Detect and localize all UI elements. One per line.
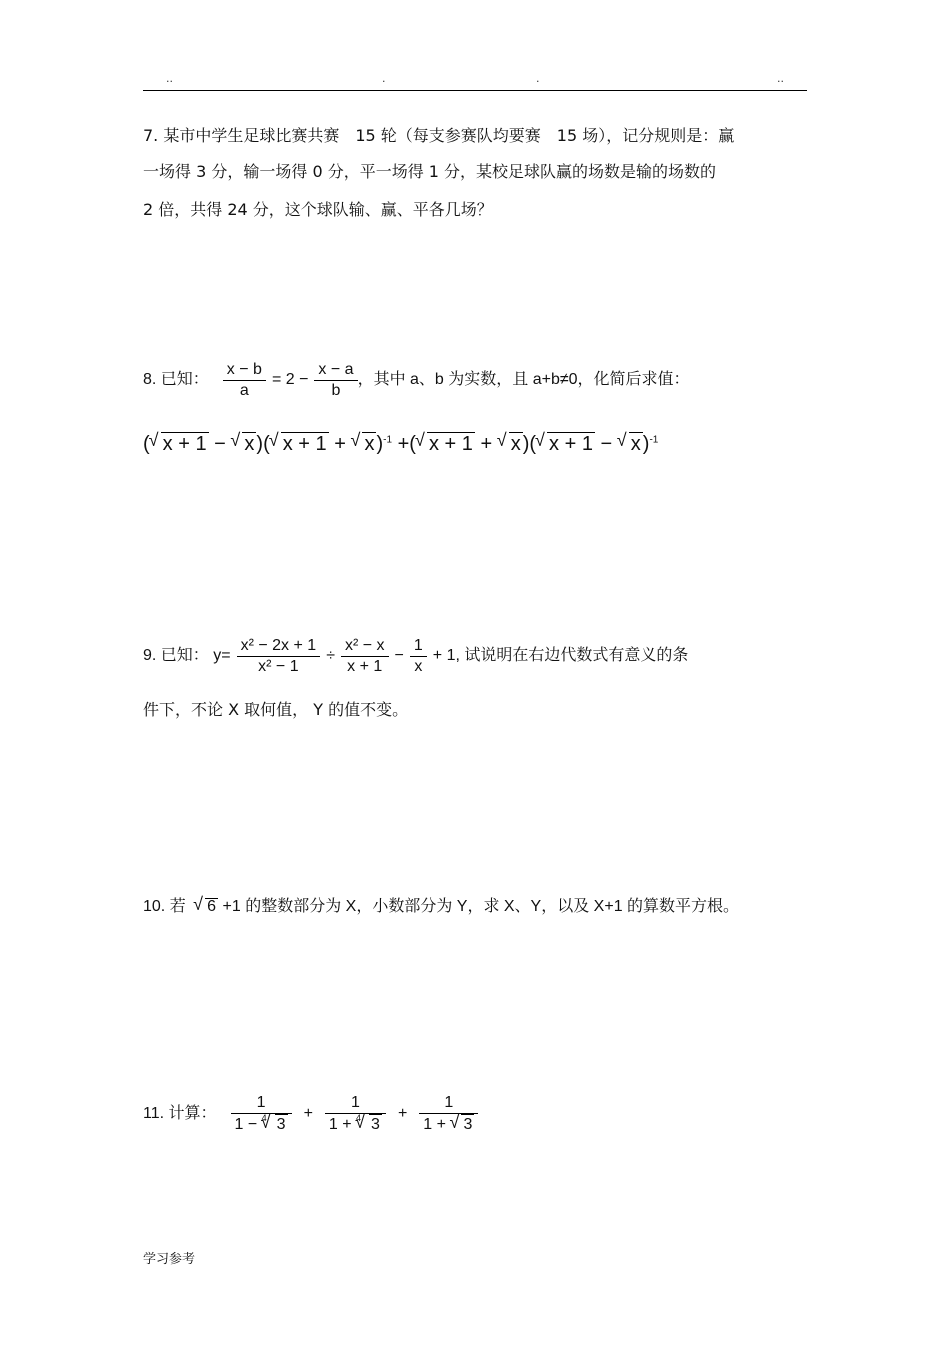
q11-frac2-den-prefix: 1 + [328,1116,352,1133]
q11-frac1-radicand: 3 [276,1116,286,1133]
q9-frac1-denominator: x² − 1 [258,657,299,675]
q8-op-plus-c: + [480,433,493,455]
q9-frac3-numerator: 1 [410,636,427,657]
q8-label: 8. 已知： [143,371,209,388]
q9-given-line [143,632,688,680]
question-11 [143,1088,478,1140]
q11-plus-b: + [397,1105,408,1122]
q11-fraction-2 [325,1093,386,1135]
q10-radicand: 6 [207,898,217,915]
q11-frac2-radicand: 3 [371,1116,380,1133]
q11-frac3-radicand: 3 [463,1116,473,1133]
q11-fraction-3 [419,1093,478,1135]
q11-plus-a: + [303,1105,313,1122]
q11-label: 11. 计算： [143,1105,217,1122]
question-10 [143,898,739,915]
footer-text: 学习参考 [143,1252,196,1267]
q8-exponent-a: -1 [383,434,393,446]
q10-tail-text: +1 的整数部分为 X，小数部分为 Y，求 X、Y，以及 X+1 的算数平方根。 [222,898,740,915]
q9-frac2-denominator: x + 1 [347,657,383,675]
q9-div-sign: ÷ [326,647,335,664]
q9-tail-text: , 试说明在右边代数式有意义的条 [455,647,689,664]
q11-frac3-denominator [419,1114,478,1135]
q8-sqrt-x-plus-1-c: x + 1 [428,433,473,455]
q8-frac1-denominator: a [239,381,249,399]
q8-sqrt-x-d: x [630,433,641,455]
q11-frac2-numerator: 1 [325,1093,386,1114]
q9-fraction-3 [410,636,427,677]
q8-op-minus-b: − [600,433,613,455]
q8-frac1-numerator: x − b [223,360,266,381]
q11-fraction-1 [231,1093,292,1135]
q8-sqrt-x-b: x [364,433,375,455]
q11-frac3-den-prefix: 1 + [423,1116,446,1133]
q8-frac2-denominator: b [331,381,341,399]
q8-sqrt-x-plus-1-a: x + 1 [162,433,207,455]
q11-frac3-numerator: 1 [419,1093,478,1114]
q8-exponent-b: -1 [649,434,659,446]
q8-condition-text: ，其中 a、b 为实数，且 a+b≠0，化简后求值： [357,371,690,388]
q8-op-minus-a: − [214,433,226,455]
q8-op-plus-b: + [397,433,410,455]
q11-frac1-numerator: 1 [231,1093,292,1114]
q10-sqrt [194,898,218,915]
header-dot-2: . [382,72,386,85]
q8-sqrt-x-c: x [510,433,521,455]
header-dot-1: .. [166,72,173,85]
q11-frac2-root-index: √ 4 [356,1113,362,1123]
q8-op-plus-a: + [334,433,346,455]
q11-frac2-denominator [325,1114,386,1135]
q8-equals-two-minus: = 2 − [271,371,309,388]
q8-expression: (√ x + 1 − √ x )(√ x + 1 + √ x )$^{-1}$ +(√ x + 1 + √ x )(√ x + 1 − √ x )$^{-1}$ [143,432,658,456]
q8-sqrt-x-plus-1-d: x + 1 [549,433,593,455]
header-dot-4: .. [777,72,784,85]
q9-line-2: 件下，不论 X 取何值， Y 的值不变。 [143,700,409,719]
q9-frac2-numerator: x² − x [341,636,389,657]
q9-fraction-2 [341,636,389,677]
q9-fraction-1 [237,636,321,677]
q11-frac1-denominator [231,1114,292,1135]
q11-frac1-den-prefix: 1 − [234,1116,258,1133]
q7-line-1: 7. 某市中学生足球比赛共赛 15 轮（每支参赛队均要赛 15 场），记分规则是：赢 [143,126,735,145]
q7-line-3: 2 倍，共得 24 分，这个球队输、赢、平各几场？ [143,200,493,219]
q8-sqrt-x-plus-1-b: x + 1 [282,433,327,455]
q9-minus-sign: − [394,647,404,664]
q8-fraction-1 [223,360,266,401]
q9-plus-one: + 1 [432,647,456,664]
header-dot-3: . [536,72,540,85]
q8-frac2-numerator: x − a [314,360,357,381]
q7-line-2: 一场得 3 分，输一场得 0 分，平一场得 1 分，某校足球队赢的场数是输的场数的 [143,162,717,181]
q9-frac3-denominator: x [414,657,423,675]
q9-label: 9. 已知： y= [143,647,231,664]
q9-frac1-numerator: x² − 2x + 1 [237,636,321,657]
q11-frac1-root-index: √ 4 [261,1113,267,1123]
q10-label: 10. 若 [143,898,186,915]
header-rule [143,90,807,91]
q8-sqrt-x-a: x [244,433,255,455]
q8-fraction-2 [314,360,357,401]
q8-given-line [143,358,690,402]
